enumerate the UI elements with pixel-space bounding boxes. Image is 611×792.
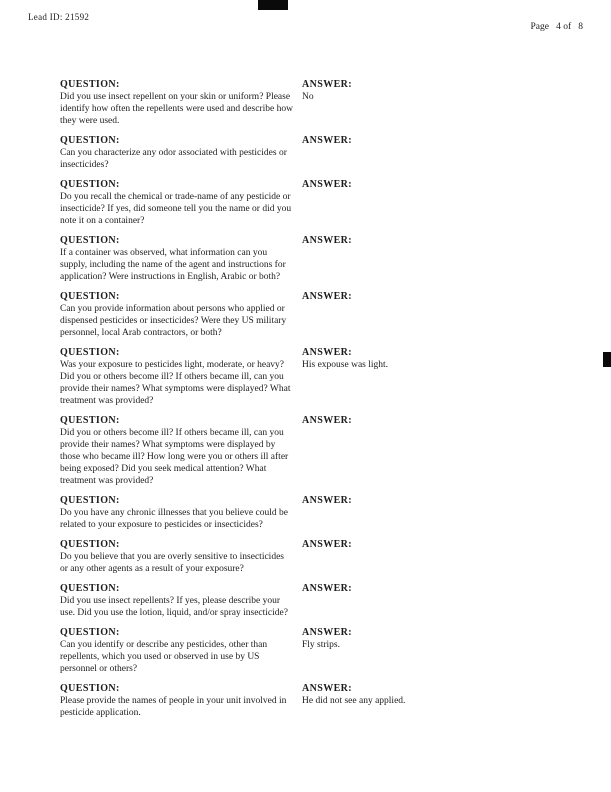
question-label: QUESTION: — [60, 347, 120, 358]
question-label: QUESTION: — [60, 627, 120, 638]
question-label: QUESTION: — [60, 235, 120, 246]
answer-column — [302, 234, 581, 247]
answer-text: His expouse was light. — [302, 360, 389, 370]
answer-column — [302, 582, 581, 595]
question-column — [60, 134, 302, 171]
answer-column — [302, 494, 581, 507]
answer-column — [302, 78, 581, 103]
question-text: Did you use insect repellents? If yes, please describe your use. Did you use the lotion, liquid, and/or spray insecticide? — [60, 596, 288, 618]
question-text: Do you recall the chemical or trade-name of any pesticide or insecticide? If yes, did someone tell you the name or did you note it on a container? — [60, 192, 292, 226]
answer-label: ANSWER: — [302, 179, 353, 190]
question-text: If a container was observed, what information can you supply, including the name of the agent and instructions for application? Were instructions in English, Arabic or both? — [60, 248, 286, 282]
answer-text: Fly strips. — [302, 640, 341, 650]
answer-label: ANSWER: — [302, 627, 353, 638]
lead-id-label: Lead ID: 21592 — [28, 12, 90, 22]
answer-label: ANSWER: — [302, 683, 353, 694]
question-column — [60, 582, 302, 619]
qa-pair — [60, 290, 581, 339]
question-label: QUESTION: — [60, 683, 120, 694]
answer-label: ANSWER: — [302, 415, 353, 426]
page-number-label: Page 4 of 8 — [530, 22, 583, 32]
qa-pair — [60, 234, 581, 283]
qa-pair — [60, 414, 581, 487]
answer-label: ANSWER: — [302, 135, 353, 146]
qa-pair — [60, 134, 581, 171]
answer-text: He did not see any applied. — [302, 696, 406, 706]
question-text: Can you provide information about persons who applied or dispensed pesticides or insecticides? Were they US military personnel, local Arab contractors, or both? — [60, 304, 287, 338]
question-column — [60, 626, 302, 675]
answer-label: ANSWER: — [302, 291, 353, 302]
qa-pair — [60, 494, 581, 531]
answer-column — [302, 414, 581, 427]
question-text: Was your exposure to pesticides light, moderate, or heavy? Did you or others become ill? If others became ill, can you provide their names? What symptoms were displayed? What treatment was provided? — [60, 360, 291, 406]
question-label: QUESTION: — [60, 79, 120, 90]
answer-label: ANSWER: — [302, 79, 353, 90]
qa-pair — [60, 538, 581, 575]
question-label: QUESTION: — [60, 495, 120, 506]
question-text: Did you use insect repellent on your skin or uniform? Please identify how often the repellents were used and describe how they were used. — [60, 92, 293, 126]
question-column — [60, 290, 302, 339]
question-label: QUESTION: — [60, 539, 120, 550]
answer-label: ANSWER: — [302, 539, 353, 550]
redaction-mark-top — [258, 0, 288, 10]
answer-column — [302, 538, 581, 551]
question-label: QUESTION: — [60, 415, 120, 426]
question-column — [60, 538, 302, 575]
question-text: Can you characterize any odor associated with pesticides or insecticides? — [60, 148, 287, 170]
qa-pair — [60, 682, 581, 719]
question-column — [60, 78, 302, 127]
answer-text: No — [302, 92, 314, 102]
question-label: QUESTION: — [60, 179, 120, 190]
question-text: Do you believe that you are overly sensitive to insecticides or any other agents as a result of your exposure? — [60, 552, 284, 574]
question-column — [60, 414, 302, 487]
question-column — [60, 178, 302, 227]
answer-label: ANSWER: — [302, 347, 353, 358]
redaction-mark-right — [603, 352, 611, 367]
answer-column — [302, 346, 581, 371]
answer-column — [302, 626, 581, 651]
answer-column — [302, 134, 581, 147]
answer-column — [302, 682, 581, 707]
question-column — [60, 682, 302, 719]
question-text: Please provide the names of people in your unit involved in pesticide application. — [60, 696, 287, 718]
question-text: Do you have any chronic illnesses that you believe could be related to your exposure to pesticides or insecticides? — [60, 508, 288, 530]
question-column — [60, 346, 302, 407]
question-label: QUESTION: — [60, 583, 120, 594]
answer-column — [302, 178, 581, 191]
qa-pair — [60, 178, 581, 227]
question-column — [60, 494, 302, 531]
answer-label: ANSWER: — [302, 583, 353, 594]
qa-pair — [60, 626, 581, 675]
question-label: QUESTION: — [60, 135, 120, 146]
qa-list — [60, 78, 581, 726]
answer-column — [302, 290, 581, 303]
qa-pair — [60, 582, 581, 619]
qa-pair — [60, 346, 581, 407]
question-label: QUESTION: — [60, 291, 120, 302]
answer-label: ANSWER: — [302, 495, 353, 506]
question-text: Can you identify or describe any pesticides, other than repellents, which you used or observed in use by US personnel or others? — [60, 640, 268, 674]
qa-pair — [60, 78, 581, 127]
answer-label: ANSWER: — [302, 235, 353, 246]
question-column — [60, 234, 302, 283]
question-text: Did you or others become ill? If others became ill, can you provide their names? What symptoms were displayed by those who became ill? How long were you or others ill after being exposed? Did you seek medical attention? What treatment was provided? — [60, 428, 289, 486]
